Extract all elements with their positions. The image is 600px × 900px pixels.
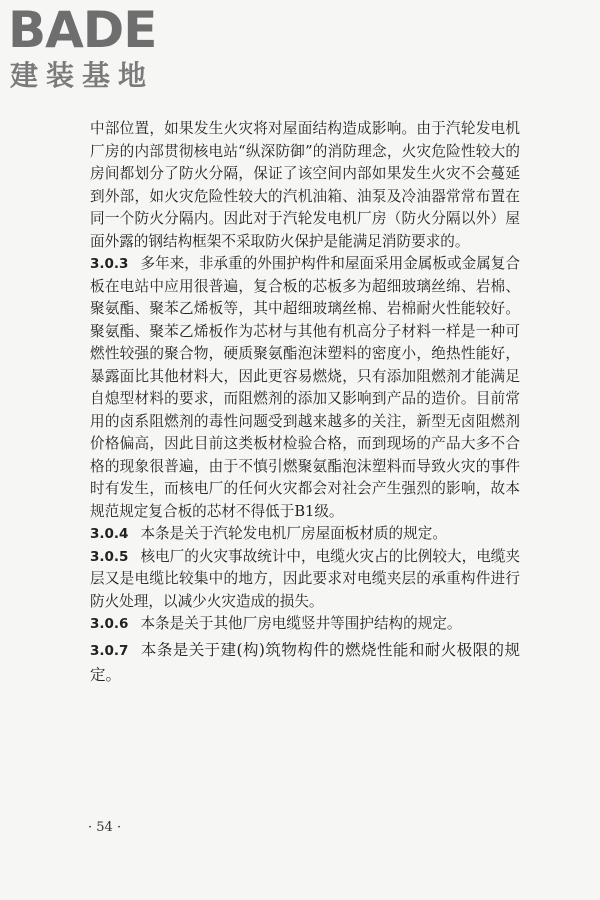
paragraph-3-0-3 [90, 253, 520, 523]
paragraph-3-0-5 [90, 546, 520, 614]
section-number: 3.0.4 [90, 526, 129, 542]
watermark-subtitle: 建装基地 [10, 59, 155, 92]
paragraph-3-0-4 [90, 523, 520, 546]
paragraph-3-0-6 [90, 613, 520, 636]
document-body [90, 118, 520, 687]
paragraph-text: 核电厂的火灾事故统计中，电缆火灾占的比例较大，电缆夹层又是电缆比较集中的地方，因此要求对电缆夹层的承重构件进行防火处理，以减少火灾造成的损失。 [90, 547, 520, 610]
paragraph-text: 多年来，非承重的外围护构件和屋面采用金属板或金属复合板在电站中应用很普遍，复合板的芯板多为超细玻璃丝绵、岩棉、聚氨酯、聚苯乙烯板等，其中超细玻璃丝棉、岩棉耐火性能较好。聚氨酯、聚苯乙烯板作为芯材与其他有机高分子材料一样是一种可燃性较强的聚合物，硬质聚氨酯泡沫塑料的密度小，绝热性能好，暴露面比其他材料大，因此更容易燃烧，只有添加阻燃剂才能满足自熄型材料的要求，而阻燃剂的添加又影响到产品的造价。目前常用的卤系阻燃剂的毒性问题受到越来越多的关注，新型无卤阻燃剂价格偏高，因此目前这类板材检验合格，而到现场的产品大多不合格的现象很普遍，由于不慎引燃聚氨酯泡沫塑料而导致火灾的事件时有发生，而核电厂的任何火灾都会对社会产生强烈的影响，故本规范规定复合板的芯材不得低于B1级。 [90, 255, 520, 520]
watermark-logo [8, 1, 188, 96]
paragraph-3-0-7 [90, 638, 520, 687]
paragraph-text: 本条是关于汽轮发电机厂房屋面板材质的规定。 [140, 525, 447, 542]
page-number: · 54 · [88, 820, 122, 835]
paragraph-text: 本条是关于建(构)筑物构件的燃烧性能和耐火极限的规定。 [90, 640, 520, 684]
paragraph-continued [90, 118, 520, 253]
section-number: 3.0.5 [90, 548, 129, 565]
section-number: 3.0.7 [90, 642, 129, 659]
paragraph-text: 本条是关于其他厂房电缆竖井等围护结构的规定。 [140, 615, 462, 632]
section-number: 3.0.3 [90, 256, 129, 272]
section-number: 3.0.6 [90, 616, 129, 632]
watermark-brand: BADE [8, 1, 157, 59]
paragraph-text: 中部位置，如果发生火灾将对屋面结构造成影响。由于汽轮发电机厂房的内部贯彻核电站“纵深防御”的消防理念，火灾危险性较大的房间都划分了防火分隔，保证了该空间内部如果发生火灾不会蔓延到外部，如火灾危险性较大的汽机油箱、油泵及冷油器常常布置在同一个防火分隔内。因此对于汽轮发电机厂房（防火分隔以外）屋面外露的钢结构框架不采取防火保护是能满足消防要求的。 [90, 120, 520, 250]
